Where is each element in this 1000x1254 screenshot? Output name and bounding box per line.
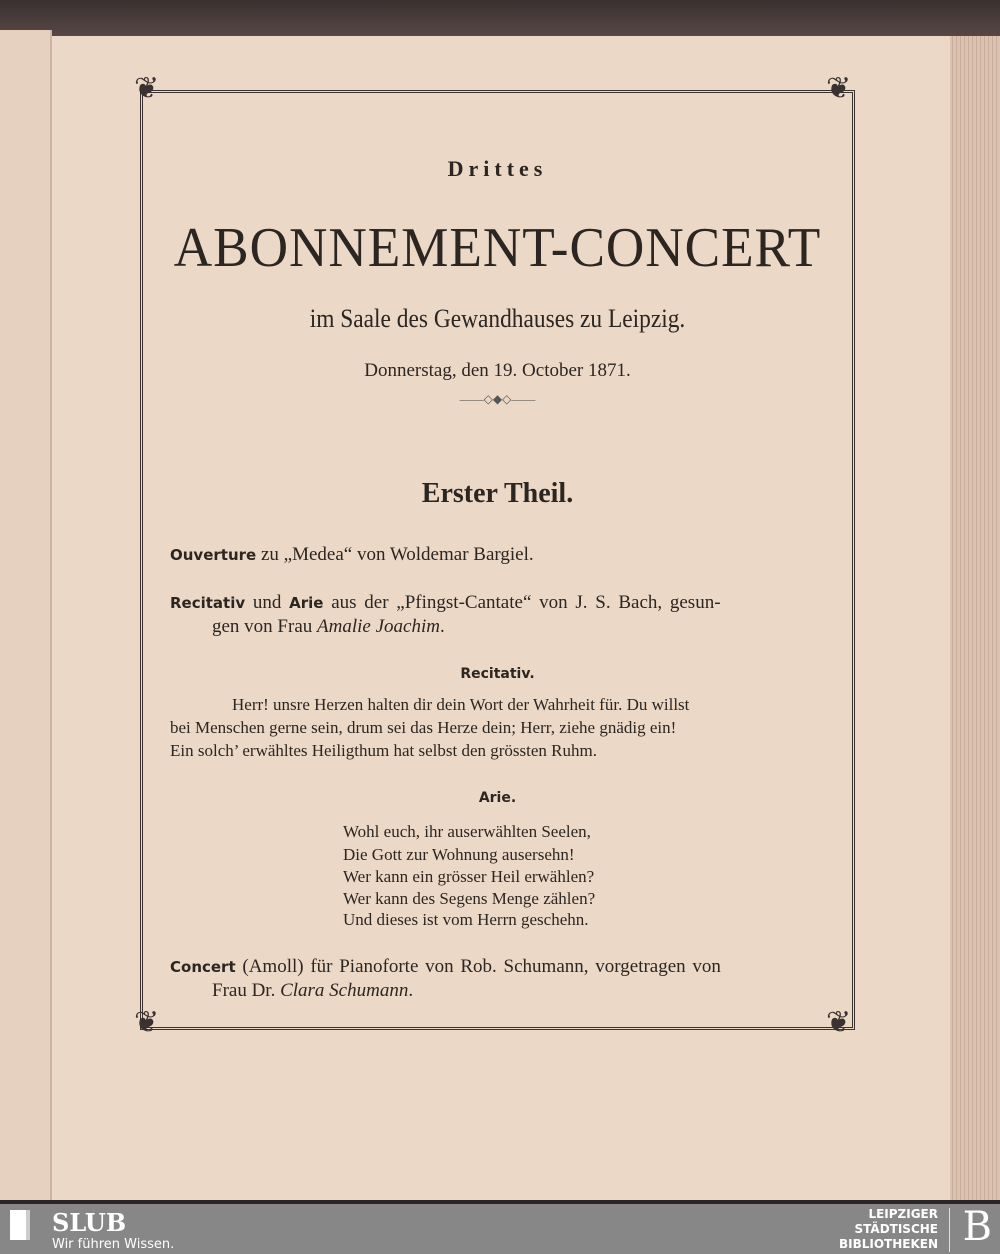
library-name-line: LEIPZIGER bbox=[868, 1207, 938, 1221]
program-item-recitativ: Recitativ und Arie aus der „Pfingst-Cantate“ von J. S. Bach, gesun- bbox=[170, 592, 721, 613]
library-name-line: BIBLIOTHEKEN bbox=[838, 1237, 938, 1251]
program-item-concert-line2: Frau Dr. Clara Schumann. bbox=[212, 980, 414, 1001]
library-name bbox=[839, 1207, 938, 1252]
library-b-logo-icon: B bbox=[962, 1204, 992, 1250]
scan-background bbox=[0, 0, 1000, 40]
recitativ-line: bei Menschen gerne sein, drum sei das Herze dein; Herr, ziehe gnädig ein! bbox=[170, 718, 677, 737]
part-heading: Erster Theil. bbox=[421, 478, 574, 509]
recitativ-line: Ein solch’ erwähltes Heiligthum hat selbst den grössten Ruhm. bbox=[170, 741, 597, 760]
corner-ornament-icon: ❦ bbox=[134, 72, 160, 105]
program-item-overture: Ouverture zu „Medea“ von Woldemar Bargiel. bbox=[170, 544, 534, 565]
slub-book-icon bbox=[10, 1210, 30, 1240]
page-edges bbox=[945, 36, 1000, 1200]
venue: im Saale des Gewandhauses zu Leipzig. bbox=[309, 304, 686, 333]
divider-ornament-icon: ——◇◆◇—— bbox=[459, 392, 536, 406]
program-item-recitativ-line2: gen von Frau Amalie Joachim. bbox=[212, 616, 445, 637]
slub-slogan: Wir führen Wissen. bbox=[52, 1237, 175, 1252]
arie-line: Die Gott zur Wohnung ausersehn! bbox=[343, 845, 575, 864]
arie-line: Wer kann ein grösser Heil erwählen? bbox=[343, 867, 595, 886]
recitativ-heading: Recitativ. bbox=[460, 666, 535, 682]
arie-line: Wohl euch, ihr auserwählten Seelen, bbox=[343, 822, 591, 841]
pre-title: Drittes bbox=[447, 156, 548, 181]
program-item-concert: Concert (Amoll) für Pianoforte von Rob. Schumann, vorgetragen von bbox=[170, 956, 721, 977]
recitativ-line: Herr! unsre Herzen halten dir dein Wort der Wahrheit für. Du willst bbox=[232, 695, 690, 714]
divider bbox=[949, 1208, 950, 1252]
date: Donnerstag, den 19. October 1871. bbox=[364, 360, 631, 381]
slub-logo: SLUB bbox=[52, 1208, 127, 1237]
left-page-edge bbox=[0, 30, 52, 1200]
arie-heading: Arie. bbox=[478, 790, 517, 806]
arie-line: Wer kann des Segens Menge zählen? bbox=[343, 889, 596, 908]
arie-line: Und dieses ist vom Herrn geschehn. bbox=[343, 910, 589, 929]
corner-ornament-icon: ❦ bbox=[134, 1006, 160, 1039]
corner-ornament-icon: ❦ bbox=[826, 72, 852, 105]
library-name-line: STÄDTISCHE bbox=[854, 1222, 938, 1236]
corner-ornament-icon: ❦ bbox=[826, 1006, 852, 1039]
concert-title: ABONNEMENT-CONCERT bbox=[173, 217, 822, 279]
footer-bar bbox=[0, 1204, 1000, 1254]
